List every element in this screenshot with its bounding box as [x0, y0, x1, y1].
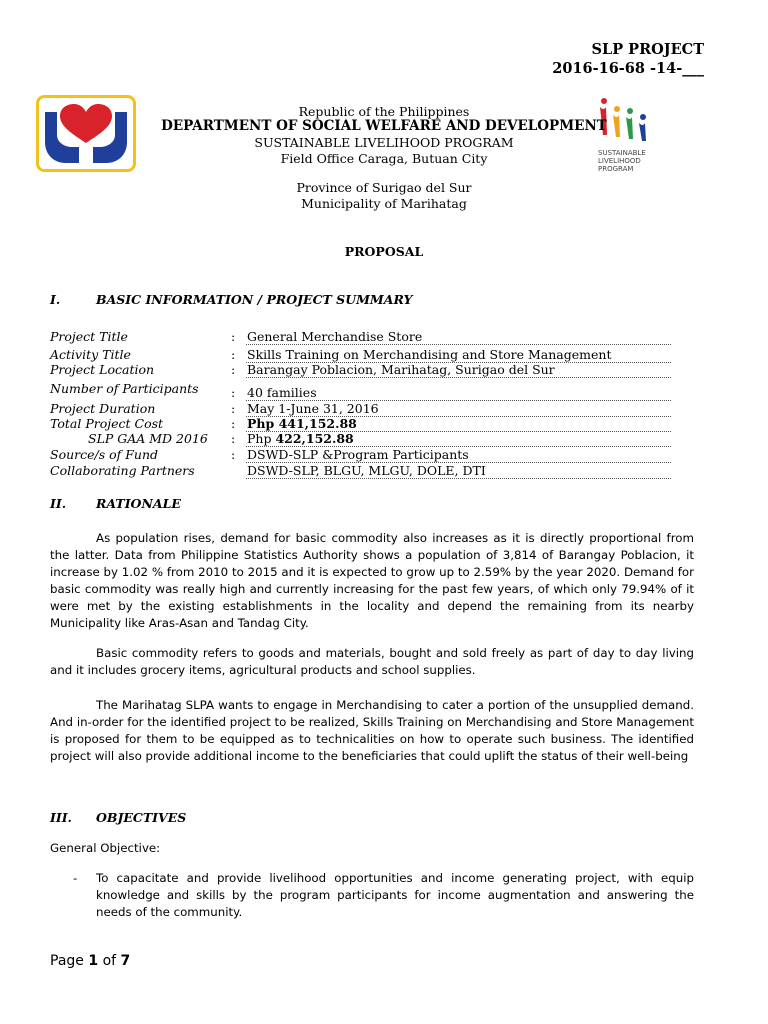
rationale-paragraph-3: The Marihatag SLPA wants to engage in Merchandising to cater a portion of the unsupplied demand. And in-order for the identified project to be realized, Skills Training on Merchandising and Store Management is proposed for them to be equipped as to technicalities on how to operate such business. The identified project will also provide additional income to the beneficiaries that could uplift the status of their well-being: [50, 698, 694, 763]
objective-bullet: -: [73, 871, 78, 885]
program-name: SUSTAINABLE LIVELIHOOD PROGRAM: [254, 135, 514, 150]
current-page: 1: [88, 953, 99, 969]
slp-logo-text-3: PROGRAM: [598, 165, 634, 173]
general-objective-text: To capacitate and provide livelihood opportunities and income generating project, with equip knowledge and skills by the program participants for income augmentation and answering the needs of the community.: [96, 871, 694, 919]
province: Province of Surigao del Sur: [296, 180, 472, 195]
rationale-paragraph-2: Basic commodity refers to goods and materials, bought and sold freely as part of day to day living and it includes grocery items, agricultural products and school supplies.: [50, 646, 694, 677]
slp-logo-text-1: SUSTAINABLE: [598, 149, 646, 157]
section-number: I.: [50, 292, 61, 307]
republic-line: Republic of the Philippines: [298, 104, 470, 119]
total-pages: 7: [120, 953, 131, 969]
rationale-paragraph-1: As population rises, demand for basic commodity also increases as it is directly proportional from the latter. Data from Philippine Statistics Authority shows a population of 3,814 of Barangay Poblacion, it increase by 1.02 % from 2010 to 2015 and it is expected to grow up to 2.59% by the year 2020. Demand for basic commodity was really high and currently increasing for the past few years, of which only 79.94% of it were met by the existing establishments in the locality and depend the remaining from its nearby Municipality like Aras-Asan and Tandag City.: [50, 531, 694, 630]
section-title: BASIC INFORMATION / PROJECT SUMMARY: [96, 292, 413, 307]
section-basic-info-heading: [50, 292, 412, 307]
section-rationale-heading: II. RATIONALE: [50, 496, 181, 511]
department-name: DEPARTMENT OF SOCIAL WELFARE AND DEVELOPMENT: [161, 118, 607, 134]
project-code: 2016-16-68 -14-___: [552, 60, 704, 77]
general-objective-label: General Objective:: [50, 841, 161, 855]
field-office: Field Office Caraga, Butuan City: [280, 151, 488, 166]
slp-logo-text-2: LIVELIHOOD: [598, 157, 641, 165]
municipality: Municipality of Marihatag: [301, 196, 467, 211]
page-footer: Page 1 of 7: [50, 953, 131, 969]
doc-title: PROPOSAL: [344, 244, 424, 259]
section-objectives-heading: III. OBJECTIVES: [50, 810, 187, 825]
project-label: SLP PROJECT: [591, 41, 704, 58]
